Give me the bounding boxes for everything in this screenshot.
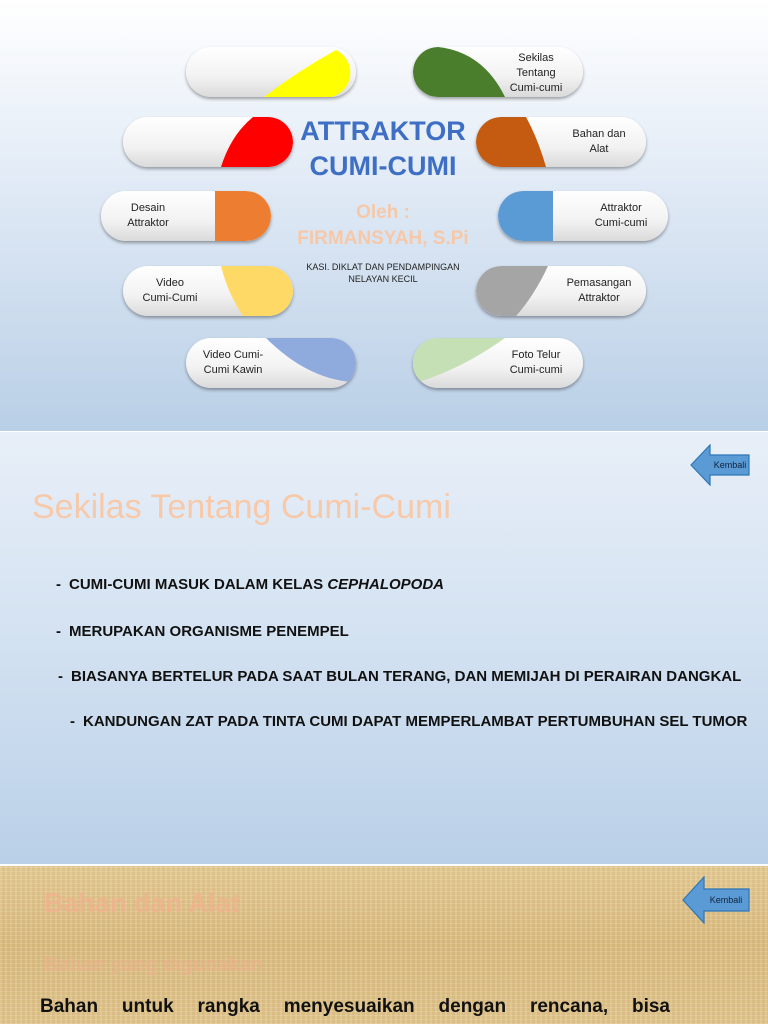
bullet-item <box>70 713 747 730</box>
menu-pill-label: Bahan dan Alat <box>572 128 626 155</box>
menu-pill-video-cumi[interactable] <box>123 266 293 316</box>
author-position: KASI. DIKLAT DAN PENDAMPINGAN NELAYAN KECIL <box>306 262 460 284</box>
menu-pill-attraktor[interactable] <box>498 191 668 241</box>
menu-pill-label: Pemasangan Attraktor <box>566 277 632 304</box>
menu-pill-yellow[interactable] <box>186 47 356 97</box>
bullet-text: MERUPAKAN ORGANISME PENEMPEL <box>69 623 349 640</box>
back-button[interactable] <box>690 444 750 486</box>
bullet-text: CUMI-CUMI MASUK DALAM KELAS <box>69 576 328 593</box>
menu-pill-sekilas[interactable] <box>413 47 583 97</box>
menu-pill-label: Sekilas Tentang Cumi-cumi <box>509 52 563 94</box>
menu-pill-red[interactable] <box>123 117 293 167</box>
menu-pill-label: Attraktor Cumi-cumi <box>594 202 648 229</box>
bullet-emphasis: CEPHALOPODA <box>327 576 444 593</box>
slide-title: Sekilas Tentang Cumi-Cumi <box>32 488 451 526</box>
menu-pill-label: Video Cumi-Cumi <box>142 277 198 304</box>
bullet-dash: - <box>56 576 61 593</box>
slide-subtitle: Bahan yang digunakan <box>44 954 263 976</box>
bullet-dash: - <box>70 713 75 730</box>
bullet-text: BIASANYA BERTELUR PADA SAAT BULAN TERANG, DAN MEMIJAH DI PERAIRAN DANGKAL <box>71 668 742 685</box>
back-button[interactable] <box>682 876 750 924</box>
menu-pill-pemasangan[interactable] <box>476 266 646 316</box>
bullet-text: KANDUNGAN ZAT PADA TINTA CUMI DAPAT MEMPERLAMBAT PERTUMBUHAN SEL TUMOR <box>83 713 748 730</box>
slide-title: Bahan dan Alat <box>44 888 240 918</box>
back-button-label: Kembali <box>709 895 743 905</box>
slide-bahan-alat <box>0 866 768 1024</box>
body-text: Bahan untuk rangka menyesuaikan dengan rencana, bisa <box>40 996 670 1017</box>
menu-pill-bahan[interactable] <box>476 117 646 167</box>
menu-pill-desain[interactable] <box>101 191 271 241</box>
presentation-title: ATTRAKTOR CUMI-CUMI <box>300 116 466 181</box>
bullet-dash: - <box>58 668 63 685</box>
menu-pill-label: Foto Telur Cumi-cumi <box>509 349 563 376</box>
menu-pill-label: Video Cumi- Cumi Kawin <box>202 349 264 376</box>
bullet-item <box>56 576 444 593</box>
menu-pill-video-kawin[interactable] <box>186 338 356 388</box>
menu-pill-label: Desain Attraktor <box>127 202 169 229</box>
bullet-item <box>56 623 349 640</box>
back-button-label: Kembali <box>713 460 747 470</box>
bullet-item <box>58 668 741 685</box>
bullet-dash: - <box>56 623 61 640</box>
menu-pill-foto-telur[interactable] <box>413 338 583 388</box>
slide-sekilas <box>0 432 768 864</box>
presentation-author: Oleh : FIRMANSYAH, S.Pi <box>297 202 469 249</box>
slide-title-menu <box>0 0 768 431</box>
